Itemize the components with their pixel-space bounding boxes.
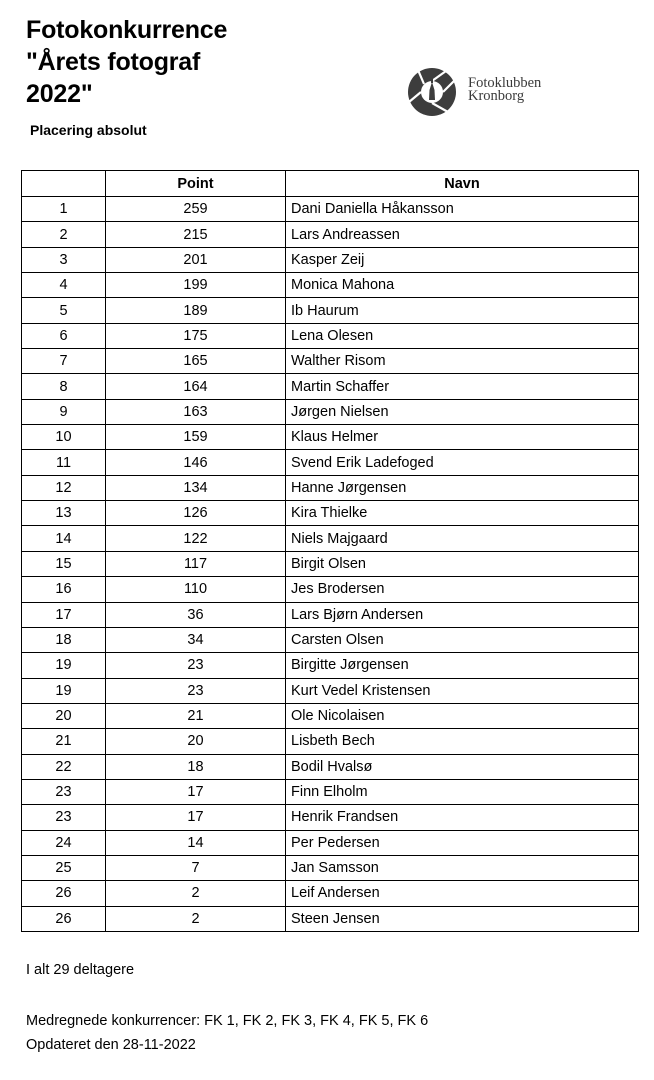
point-cell: 23 [106,653,286,678]
name-cell: Martin Schaffer [286,374,639,399]
placement-cell: 26 [22,881,106,906]
table-row [22,247,639,272]
name-cell: Dani Daniella Håkansson [286,197,639,222]
table-row [22,779,639,804]
placement-cell: 23 [22,805,106,830]
name-cell: Ib Haurum [286,298,639,323]
table-row [22,855,639,880]
placement-cell: 20 [22,703,106,728]
placement-cell: 22 [22,754,106,779]
club-logo [406,66,566,116]
name-cell: Walther Risom [286,349,639,374]
point-cell: 2 [106,881,286,906]
placement-cell: 24 [22,830,106,855]
name-cell: Klaus Helmer [286,425,639,450]
name-cell: Birgit Olsen [286,551,639,576]
point-cell: 23 [106,678,286,703]
point-cell: 14 [106,830,286,855]
point-cell: 159 [106,425,286,450]
name-cell: Lars Bjørn Andersen [286,602,639,627]
name-cell: Jes Brodersen [286,577,639,602]
placement-cell: 25 [22,855,106,880]
name-cell: Henrik Frandsen [286,805,639,830]
name-cell: Birgitte Jørgensen [286,653,639,678]
placement-cell: 15 [22,551,106,576]
name-cell: Lars Andreassen [286,222,639,247]
name-cell: Per Pedersen [286,830,639,855]
table-row [22,805,639,830]
table-row [22,298,639,323]
table-row [22,475,639,500]
name-cell: Finn Elholm [286,779,639,804]
name-cell: Ole Nicolaisen [286,703,639,728]
name-cell: Lisbeth Bech [286,729,639,754]
point-cell: 20 [106,729,286,754]
point-cell: 21 [106,703,286,728]
point-cell: 2 [106,906,286,931]
placement-cell: 6 [22,323,106,348]
placement-cell: 1 [22,197,106,222]
table-row [22,703,639,728]
name-cell: Kasper Zeij [286,247,639,272]
name-cell: Carsten Olsen [286,627,639,652]
point-cell: 18 [106,754,286,779]
placement-cell: 7 [22,349,106,374]
table-row [22,577,639,602]
point-cell: 201 [106,247,286,272]
point-cell: 7 [106,855,286,880]
point-cell: 36 [106,602,286,627]
name-cell: Svend Erik Ladefoged [286,450,639,475]
placement-cell: 14 [22,526,106,551]
name-cell: Jørgen Nielsen [286,399,639,424]
name-cell: Leif Andersen [286,881,639,906]
table-row [22,222,639,247]
table-row [22,323,639,348]
table-row [22,425,639,450]
updated-date: Opdateret den 28-11-2022 [26,1037,196,1053]
placement-cell: 5 [22,298,106,323]
page-title [26,14,227,110]
table-row [22,627,639,652]
table-row [22,602,639,627]
placement-cell: 3 [22,247,106,272]
table-row [22,678,639,703]
placement-cell: 17 [22,602,106,627]
aperture-icon [406,66,458,118]
title-line: 2022" [26,80,93,108]
point-cell: 34 [106,627,286,652]
placement-cell: 9 [22,399,106,424]
name-cell: Lena Olesen [286,323,639,348]
table-row [22,729,639,754]
logo-line: Fotoklubben [468,75,542,91]
table-header-row [22,171,639,197]
placement-cell: 19 [22,678,106,703]
placement-cell: 10 [22,425,106,450]
participant-count: I alt 29 deltagere [26,962,135,978]
table-row [22,830,639,855]
placement-cell: 8 [22,374,106,399]
point-cell: 146 [106,450,286,475]
placement-cell: 13 [22,501,106,526]
point-cell: 117 [106,551,286,576]
point-cell: 163 [106,399,286,424]
name-cell: Jan Samsson [286,855,639,880]
name-cell: Bodil Hvalsø [286,754,639,779]
point-cell: 122 [106,526,286,551]
point-cell: 199 [106,273,286,298]
placement-cell: 26 [22,906,106,931]
placement-cell: 23 [22,779,106,804]
name-cell: Monica Mahona [286,273,639,298]
logo-line: Kronborg [468,88,525,104]
placement-cell: 16 [22,577,106,602]
point-cell: 165 [106,349,286,374]
placement-cell: 18 [22,627,106,652]
placement-cell: 12 [22,475,106,500]
page-subtitle: Placering absolut [30,122,147,138]
table-row [22,273,639,298]
table-row [22,399,639,424]
column-header-point: Point [106,171,286,197]
placement-cell: 11 [22,450,106,475]
results-table-body [22,197,639,932]
included-competitions: Medregnede konkurrencer: FK 1, FK 2, FK 3, FK 4, FK 5, FK 6 [26,1013,429,1029]
name-cell: Niels Majgaard [286,526,639,551]
title-line: Fotokonkurrence [26,16,228,44]
column-header-placement [22,171,106,197]
table-row [22,501,639,526]
point-cell: 17 [106,805,286,830]
table-row [22,374,639,399]
point-cell: 215 [106,222,286,247]
table-row [22,653,639,678]
name-cell: Hanne Jørgensen [286,475,639,500]
logo-text [468,77,541,103]
point-cell: 164 [106,374,286,399]
title-line: "Årets fotograf [26,48,201,76]
placement-cell: 4 [22,273,106,298]
table-row [22,881,639,906]
table-row [22,526,639,551]
table-row [22,197,639,222]
point-cell: 259 [106,197,286,222]
name-cell: Kurt Vedel Kristensen [286,678,639,703]
name-cell: Steen Jensen [286,906,639,931]
table-row [22,450,639,475]
placement-cell: 2 [22,222,106,247]
table-row [22,754,639,779]
column-header-navn: Navn [286,171,639,197]
placement-cell: 21 [22,729,106,754]
point-cell: 17 [106,779,286,804]
point-cell: 126 [106,501,286,526]
table-row [22,906,639,931]
name-cell: Kira Thielke [286,501,639,526]
point-cell: 189 [106,298,286,323]
placement-cell: 19 [22,653,106,678]
point-cell: 175 [106,323,286,348]
table-row [22,349,639,374]
results-table [21,170,639,932]
point-cell: 110 [106,577,286,602]
point-cell: 134 [106,475,286,500]
table-row [22,551,639,576]
